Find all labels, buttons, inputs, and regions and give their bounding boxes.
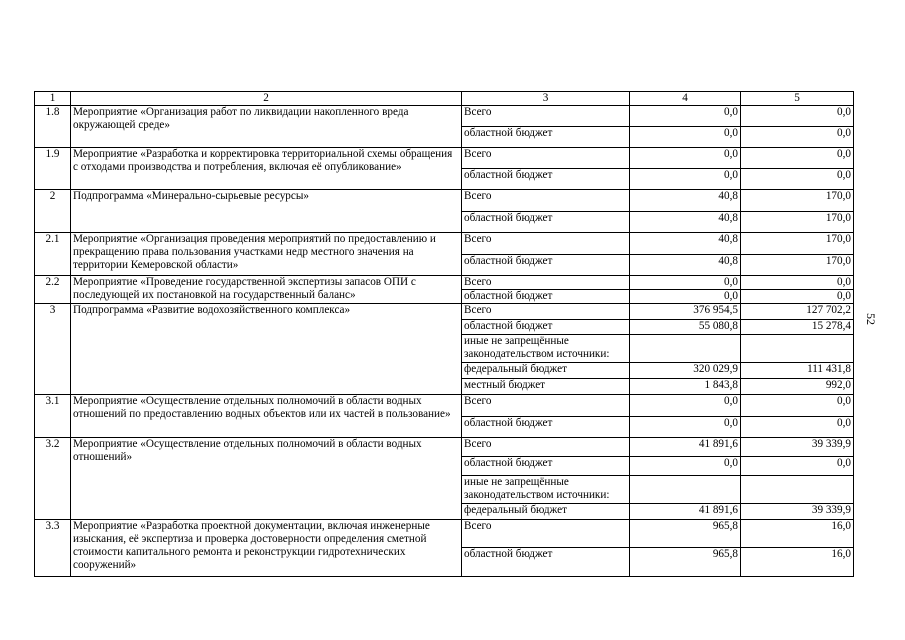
source-label: областной бюджет [462,417,630,438]
value-col5: 170,0 [741,255,854,276]
source-label: Всего [462,190,630,212]
value-col5: 39 339,9 [741,438,854,457]
source-label: областной бюджет [462,457,630,476]
value-col5: 0,0 [741,106,854,127]
header-cell: 1 [35,92,71,106]
value-col4: 320 029,9 [630,363,741,379]
source-label: Всего [462,395,630,417]
value-col5: 0,0 [741,395,854,417]
source-label: иные не запрещённые законодательством источники: [462,476,630,504]
value-col5: 0,0 [741,276,854,290]
value-col4: 1 843,8 [630,379,741,395]
source-label: Всего [462,233,630,255]
value-col4: 40,8 [630,212,741,233]
value-col5: 0,0 [741,127,854,148]
value-col5: 39 339,9 [741,504,854,520]
source-label: Всего [462,106,630,127]
source-label: иные не запрещённые законодательством источники: [462,335,630,363]
value-col5: 0,0 [741,148,854,169]
source-label: областной бюджет [462,127,630,148]
row-name: Мероприятие «Проведение государственной экспертизы запасов ОПИ с последующей их постановкой на государственный баланс» [71,276,462,304]
value-col5: 0,0 [741,169,854,190]
value-col4: 41 891,6 [630,504,741,520]
table-row [35,520,854,548]
table-row [35,276,854,290]
value-col4: 0,0 [630,417,741,438]
header-cell: 5 [741,92,854,106]
value-col4: 41 891,6 [630,438,741,457]
value-col4: 0,0 [630,127,741,148]
row-name: Мероприятие «Организация проведения мероприятий по предоставлению и прекращению права пользования участками недр местного значения на территории Кемеровской области» [71,233,462,276]
value-col4: 0,0 [630,106,741,127]
row-name: Подпрограмма «Развитие водохозяйственного комплекса» [71,304,462,395]
row-number: 3.2 [35,438,71,520]
source-label: федеральный бюджет [462,504,630,520]
value-col5: 170,0 [741,233,854,255]
value-col4: 0,0 [630,169,741,190]
header-cell: 4 [630,92,741,106]
value-col4: 965,8 [630,520,741,548]
value-col4: 0,0 [630,276,741,290]
header-row [35,92,854,106]
table-row [35,233,854,255]
row-number: 3 [35,304,71,395]
value-col4: 40,8 [630,255,741,276]
value-col5: 15 278,4 [741,320,854,335]
row-number: 1.9 [35,148,71,190]
value-col5: 170,0 [741,212,854,233]
value-col5: 16,0 [741,520,854,548]
value-col5: 0,0 [741,290,854,304]
value-col4: 0,0 [630,457,741,476]
source-label: Всего [462,276,630,290]
source-label: Всего [462,438,630,457]
value-col5: 111 431,8 [741,363,854,379]
value-col5: 992,0 [741,379,854,395]
row-name: Подпрограмма «Минерально-сырьевые ресурсы» [71,190,462,233]
source-label: областной бюджет [462,548,630,577]
table-row [35,438,854,457]
table-row [35,190,854,212]
row-name: Мероприятие «Осуществление отдельных полномочий в области водных отношений по предоставлению водных объектов или их частей в пользование» [71,395,462,438]
row-number: 2.2 [35,276,71,304]
value-col4: 40,8 [630,190,741,212]
source-label: областной бюджет [462,255,630,276]
row-name: Мероприятие «Осуществление отдельных полномочий в области водных отношений» [71,438,462,520]
source-label: федеральный бюджет [462,363,630,379]
value-col4: 40,8 [630,233,741,255]
value-col4 [630,335,741,363]
row-number: 3.1 [35,395,71,438]
table-row [35,304,854,320]
header-cell: 3 [462,92,630,106]
value-col5 [741,476,854,504]
source-label: областной бюджет [462,212,630,233]
value-col5: 127 702,2 [741,304,854,320]
table-row [35,148,854,169]
value-col5: 0,0 [741,417,854,438]
page-number: 52 [864,313,878,325]
header-cell: 2 [71,92,462,106]
row-number: 2.1 [35,233,71,276]
source-label: Всего [462,304,630,320]
table-row [35,395,854,417]
source-label: Всего [462,520,630,548]
value-col5: 170,0 [741,190,854,212]
table-row [35,106,854,127]
source-label: областной бюджет [462,290,630,304]
value-col5: 16,0 [741,548,854,577]
row-name: Мероприятие «Организация работ по ликвидации накопленного вреда окружающей среде» [71,106,462,148]
value-col4: 376 954,5 [630,304,741,320]
row-name: Мероприятие «Разработка и корректировка территориальной схемы обращения с отходами производства и потребления, включая её опубликование» [71,148,462,190]
value-col4 [630,476,741,504]
budget-table [34,91,854,577]
value-col4: 0,0 [630,395,741,417]
value-col4: 0,0 [630,148,741,169]
value-col5: 0,0 [741,457,854,476]
row-name: Мероприятие «Разработка проектной документации, включая инженерные изыскания, её экспертиза и проверка достоверности определения сметной стоимости капитального ремонта и реконструкции гидротехнических сооружений» [71,520,462,577]
row-number: 2 [35,190,71,233]
row-number: 3.3 [35,520,71,577]
row-number: 1.8 [35,106,71,148]
source-label: местный бюджет [462,379,630,395]
value-col4: 0,0 [630,290,741,304]
value-col5 [741,335,854,363]
value-col4: 965,8 [630,548,741,577]
source-label: Всего [462,148,630,169]
value-col4: 55 080,8 [630,320,741,335]
source-label: областной бюджет [462,169,630,190]
source-label: областной бюджет [462,320,630,335]
